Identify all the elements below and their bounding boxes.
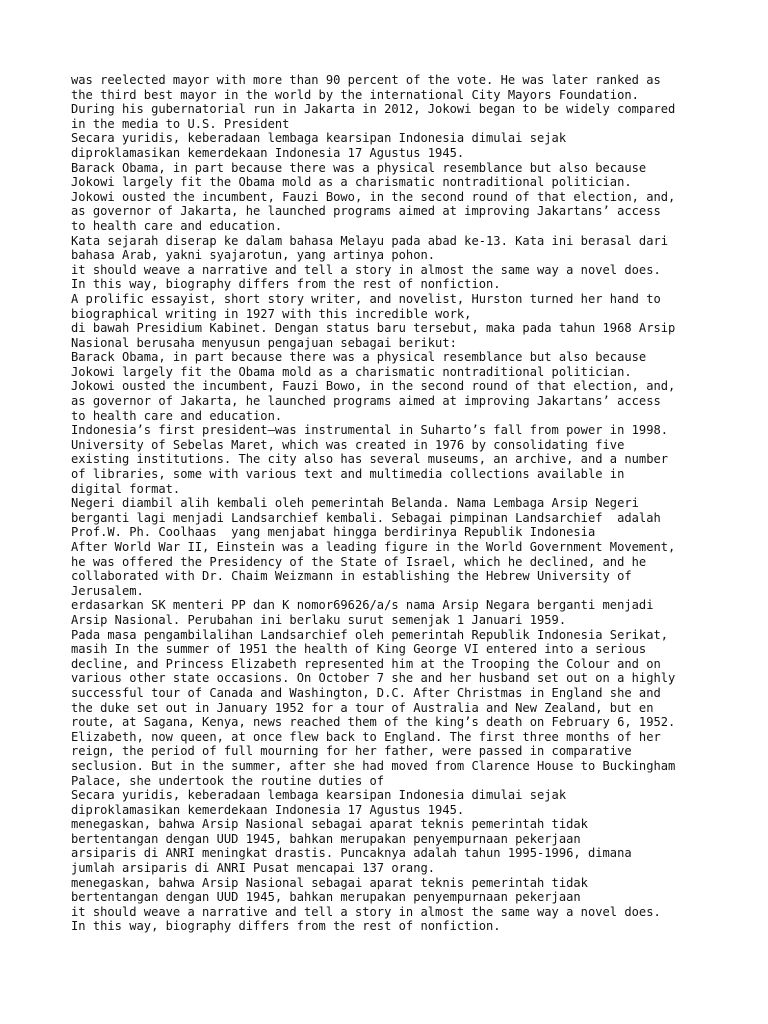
text-line: of libraries, some with various text and multimedia collections available in: [71, 467, 625, 482]
text-line: menegaskan, bahwa Arsip Nasional sebagai aparat teknis pemerintah tidak: [71, 817, 588, 832]
text-line: to health care and education.: [71, 408, 283, 423]
text-line: as governor of Jakarta, he launched programs aimed at improving Jakartans’ access: [71, 204, 661, 219]
text-line: University of Sebelas Maret, which was created in 1976 by consolidating five: [71, 437, 625, 452]
text-line: he was offered the Presidency of the State of Israel, which he declined, and he: [71, 554, 647, 569]
text-line: to health care and education.: [71, 218, 283, 233]
text-line: After World War II, Einstein was a leading figure in the World Government Movement,: [71, 540, 676, 554]
text-line: successful tour of Canada and Washington, D.C. After Christmas in England she and: [71, 685, 661, 700]
text-line: Prof.W. Ph. Coolhaas yang menjabat hingga berdirinya Republik Indonesia: [71, 525, 596, 540]
text-line: was reelected mayor with more than 90 percent of the vote. He was later ranked as: [71, 73, 661, 87]
text-line: Jokowi ousted the incumbent, Fauzi Bowo, in the second round of that election, and,: [71, 189, 676, 204]
text-line: In this way, biography differs from the rest of nonfiction.: [71, 919, 501, 934]
text-line: reign, the period of full mourning for her father, were passed in comparative: [71, 744, 632, 759]
text-line: jumlah arsiparis di ANRI Pusat mencapai 137 orang.: [71, 861, 436, 876]
text-line: Negeri diambil alih kembali oleh pemerintah Belanda. Nama Lembaga Arsip Negeri: [71, 496, 639, 511]
text-line: A prolific essayist, short story writer, and novelist, Hurston turned her hand to: [71, 291, 661, 306]
text-line: decline, and Princess Elizabeth represented him at the Trooping the Colour and on: [71, 656, 661, 671]
text-line: menegaskan, bahwa Arsip Nasional sebagai aparat teknis pemerintah tidak: [71, 875, 588, 890]
text-line: various other state occasions. On October 7 she and her husband set out on a highly: [71, 671, 676, 686]
text-line: masih In the summer of 1951 the health of King George VI entered into a serious: [71, 642, 647, 657]
text-line: Jokowi largely fit the Obama mold as a charismatic nontraditional politician.: [71, 175, 632, 190]
text-line: route, at Sagana, Kenya, news reached them of the king’s death on February 6, 1952.: [71, 715, 676, 730]
text-line: digital format.: [71, 481, 181, 496]
text-line: Secara yuridis, keberadaan lembaga kearsipan Indonesia dimulai sejak: [71, 788, 567, 803]
text-line: it should weave a narrative and tell a story in almost the same way a novel does.: [71, 262, 661, 277]
text-line: diproklamasikan kemerdekaan Indonesia 17 Agustus 1945.: [71, 802, 465, 817]
text-line: biographical writing in 1927 with this incredible work,: [71, 306, 472, 321]
text-line: the third best mayor in the world by the international City Mayors Foundation.: [71, 87, 639, 102]
text-line: diproklamasikan kemerdekaan Indonesia 17 Agustus 1945.: [71, 145, 465, 160]
text-line: Palace, she undertook the routine duties of: [71, 773, 385, 788]
text-line: existing institutions. The city also has several museums, an archive, and a number: [71, 452, 669, 467]
text-line: Barack Obama, in part because there was a physical resemblance but also because: [71, 350, 647, 365]
text-line: Barack Obama, in part because there was a physical resemblance but also because: [71, 160, 647, 175]
text-line: Pada masa pengambilalihan Landsarchief oleh pemerintah Republik Indonesia Serikat,: [71, 627, 669, 642]
text-line: bertentangan dengan UUD 1945, bahkan merupakan penyempurnaan pekerjaan: [71, 831, 581, 846]
document-body: [71, 73, 711, 934]
text-line: Jerusalem.: [71, 583, 144, 598]
text-line: Kata sejarah diserap ke dalam bahasa Melayu pada abad ke-13. Kata ini berasal dari: [71, 233, 669, 248]
text-line: berganti lagi menjadi Landsarchief kembali. Sebagai pimpinan Landsarchief adalah: [71, 510, 661, 525]
text-line: Secara yuridis, keberadaan lembaga kearsipan Indonesia dimulai sejak: [71, 131, 567, 146]
text-line: bahasa Arab, yakni syajarotun, yang artinya pohon.: [71, 248, 436, 263]
text-line: Arsip Nasional. Perubahan ini berlaku surut semenjak 1 Januari 1959.: [71, 612, 567, 627]
text-line: In this way, biography differs from the rest of nonfiction.: [71, 277, 501, 292]
text-line: During his gubernatorial run in Jakarta in 2012, Jokowi began to be widely compared: [71, 102, 676, 117]
text-line: it should weave a narrative and tell a story in almost the same way a novel does.: [71, 904, 661, 919]
text-line: the duke set out in January 1952 for a tour of Australia and New Zealand, but en: [71, 700, 654, 715]
text-line: Indonesia’s first president—was instrumental in Suharto’s fall from power in 1998.: [71, 423, 669, 438]
text-line: Nasional berusaha menyusun pengajuan sebagai berikut:: [71, 335, 457, 350]
text-line: di bawah Presidium Kabinet. Dengan status baru tersebut, maka pada tahun 1968 Arsip: [71, 321, 676, 336]
text-line: erdasarkan SK menteri PP dan K nomor69626/a/s nama Arsip Negara berganti menjadi: [71, 598, 654, 613]
text-line: Jokowi largely fit the Obama mold as a charismatic nontraditional politician.: [71, 364, 632, 379]
text-line: collaborated with Dr. Chaim Weizmann in establishing the Hebrew University of: [71, 569, 632, 584]
text-line: seclusion. But in the summer, after she had moved from Clarence House to Buckingham: [71, 758, 676, 773]
text-line: arsiparis di ANRI meningkat drastis. Puncaknya adalah tahun 1995-1996, dimana: [71, 846, 632, 861]
text-line: bertentangan dengan UUD 1945, bahkan merupakan penyempurnaan pekerjaan: [71, 890, 581, 905]
text-line: Jokowi ousted the incumbent, Fauzi Bowo, in the second round of that election, and,: [71, 379, 676, 394]
text-line: in the media to U.S. President: [71, 116, 290, 131]
text-line: as governor of Jakarta, he launched programs aimed at improving Jakartans’ access: [71, 394, 661, 409]
text-line: Elizabeth, now queen, at once flew back to England. The first three months of her: [71, 729, 661, 744]
